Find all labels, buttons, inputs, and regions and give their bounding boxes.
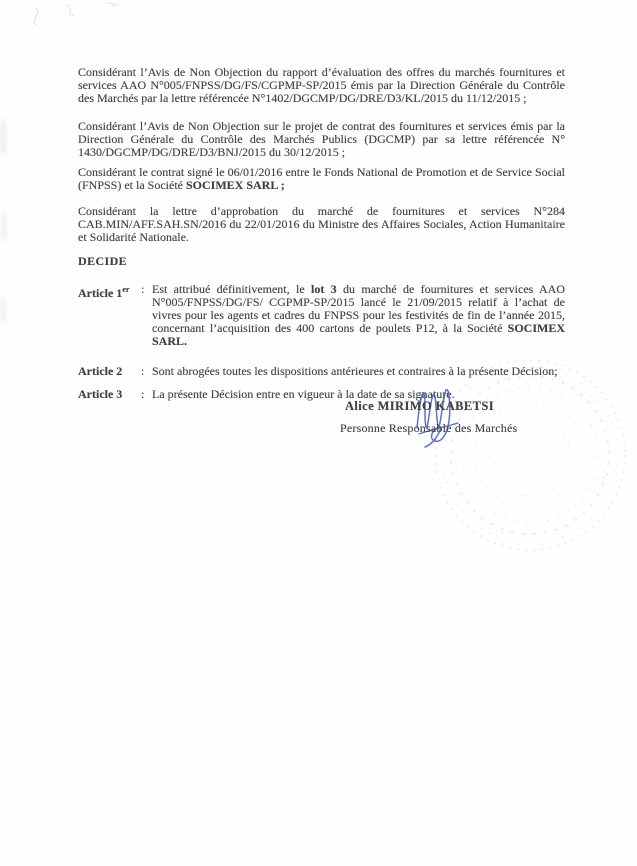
article-text-segment: du marché de fournitures et services AAO N°005/FNPSS/DG/FS/ CGPMP-SP/2015 lancé le 21/09/2015 relatif à l’achat de vivres pour les agents et cadres du FNPSS pour les festivités de fin de l’année 2015, concernant l’acquisition des 400 cartons de poulets P12, à la Société [152, 282, 565, 335]
article-2-label [78, 365, 122, 378]
decide-heading: DECIDE [78, 254, 128, 268]
considerant-paragraph-4 [78, 205, 565, 244]
article-text-segment: Est attribué définitivement, le [152, 282, 311, 296]
article-3-label [78, 388, 122, 401]
article-3-label-text: Article 3 [78, 387, 123, 401]
article-1-label-sup: er [122, 285, 130, 294]
article-2-label-text: Article 2 [78, 364, 123, 378]
article-1-colon: : [141, 282, 145, 296]
paragraph-text: Considérant l’Avis de Non Objection du rapport d’évaluation des offres du marchés fournitures et services AAO N°005/FNPSS/DG/FS/CGPMP-SP/2015 émis par la Direction Générale du Contrôle des Marchés par la lettre référencée N°1402/DGCMP/DG/DRE/D3/KL/2015 du 11/12/2015 ; [78, 65, 565, 105]
document-body [0, 0, 637, 413]
paragraph-text: Considérant le contrat signé le 06/01/2016 entre le Fonds National de Promotion et de Service Social (FNPSS) et la Société [78, 165, 565, 192]
considerant-paragraph-3 [78, 166, 565, 192]
article-text-segment: Sont abrogées toutes les dispositions antérieures et contraires à la présente Décision; [152, 364, 558, 378]
company-name-bold: SOCIMEX SARL. [152, 321, 565, 348]
article-2-text [152, 365, 565, 378]
article-1-label-text: Article 1 [78, 286, 123, 300]
article-1 [78, 283, 565, 348]
company-name-bold: SOCIMEX SARL ; [186, 178, 285, 192]
article-1-label [78, 283, 129, 300]
paragraph-text: Considérant la lettre d’approbation du marché de fournitures et services N°284 CAB.MIN/AFF.SAH.SN/2016 du 22/01/2016 du Ministre des Affaires Sociales, Action Humanitaire et Solidarité Nationale. [78, 204, 565, 244]
article-1-text [152, 283, 565, 348]
article-2-colon: : [141, 364, 145, 378]
article-2 [78, 365, 565, 378]
paragraph-text: Considérant l’Avis de Non Objection sur le projet de contrat des fournitures et services émis par la Direction Générale du Contrôle des Marchés Publics (DGCMP) par sa lettre référencée N° 1430/DGCMP/DG/DRE/D3/BNJ/2015 du 30/12/2015 ; [78, 119, 565, 159]
article-text-segment: La présente Décision entre en vigueur à la date de sa signature. [152, 387, 455, 401]
considerant-paragraph-1 [78, 66, 565, 105]
signatory-title: Personne Responsable des Marchés [340, 421, 518, 435]
lot-number-bold: lot 3 [311, 282, 337, 296]
signatory-name: Alice MIRIMO KABETSI [345, 399, 494, 413]
considerant-paragraph-2 [78, 120, 565, 159]
article-3-colon: : [141, 387, 145, 401]
